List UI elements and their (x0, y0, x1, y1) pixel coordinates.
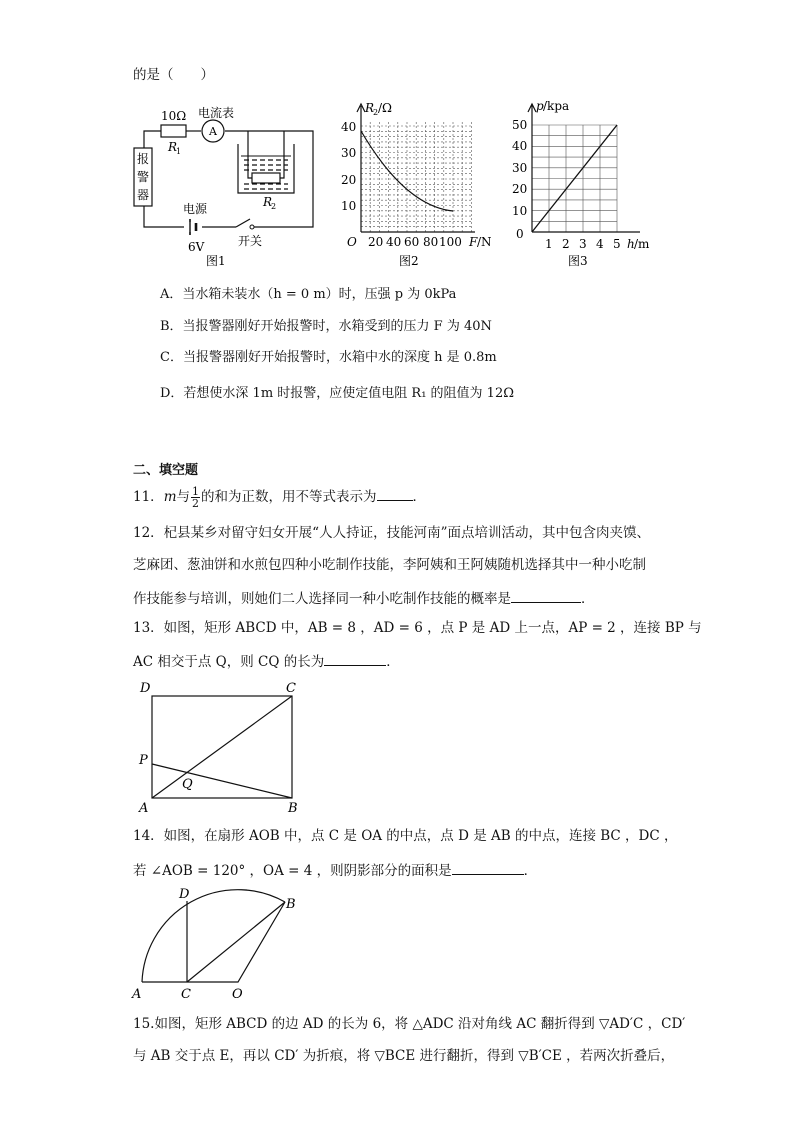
fig2-caption: 图2 (399, 254, 419, 268)
fig3-xtick-4: 4 (596, 237, 604, 251)
alarm-char-3: 器 (137, 188, 150, 202)
fig2-y-label: R (365, 101, 375, 115)
sector-figure (128, 884, 308, 1002)
fig3-y-label: p (536, 99, 544, 113)
label-q: Q (182, 777, 193, 792)
fig3-ytick-40: 40 (512, 139, 528, 153)
source-label: 电源 (183, 202, 208, 216)
fig2-xtick-40: 40 (386, 235, 402, 249)
label-c: C (181, 987, 191, 1002)
fig3-xtick-3: 3 (579, 237, 587, 251)
option-d: D．若想使水深 1m 时报警，应使定值电阻 R₁ 的阻值为 12Ω (160, 386, 515, 401)
fig2-xtick-20: 20 (368, 235, 384, 249)
r1-subscript: 1 (176, 147, 182, 156)
fig3-caption: 图3 (568, 254, 588, 268)
fig3-origin: 0 (516, 227, 524, 241)
label-d: D (179, 887, 190, 902)
option-b: B．当报警器刚好开始报警时，水箱受到的压力 F 为 40N (160, 319, 492, 334)
r2-subscript: 2 (271, 202, 277, 211)
rectangle-figure (130, 676, 310, 816)
label-a: A (139, 801, 149, 816)
q12-line-3: 作技能参与培训，则她们二人选择同一种小吃制作技能的概率是 (133, 591, 511, 607)
q11-number: 11． (133, 489, 164, 505)
fig3-xtick-1: 1 (545, 237, 553, 251)
label-c: C (286, 681, 296, 696)
fig2-y-unit: /Ω (378, 101, 392, 115)
alarm-char-1: 报 (137, 152, 150, 166)
label-p: P (139, 753, 148, 768)
fig3-x-label: h (627, 237, 635, 251)
fig3-ytick-10: 10 (512, 204, 528, 218)
q11-fraction (191, 486, 200, 509)
fig2-ytick-10: 10 (341, 199, 357, 213)
question-12-line-3 (133, 588, 595, 608)
fig3-ytick-50: 50 (512, 118, 528, 132)
r1-label: R (168, 140, 178, 154)
label-b: B (286, 897, 296, 912)
label-o: O (232, 987, 243, 1002)
q13-line-2: AC 相交于点 Q，则 CQ 的长为 (133, 654, 325, 670)
r2-label: R (263, 195, 273, 209)
q12-line-2: 芝麻团、葱油饼和水煎包四种小吃制作技能，李阿姨和王阿姨随机选择其中一种小吃制 (133, 557, 646, 573)
q13-end: ． (386, 654, 400, 670)
question-14-line-2 (133, 860, 537, 880)
alarm-char-2: 警 (137, 170, 150, 184)
fig2-ytick-40: 40 (341, 120, 357, 134)
q15-line-1: 15.如图，矩形 ABCD 的边 AD 的长为 6，将 △ADC 沿对角线 AC 翻折得到 ▽AD′C ，CD′ (133, 1016, 686, 1032)
fig2-x-label: F (469, 235, 478, 249)
fig2-xtick-80: 80 (423, 235, 439, 249)
q11-numerator: 1 (192, 485, 199, 498)
fig2-xtick-100: 100 (439, 235, 462, 249)
q14-line-1: 14．如图，在扇形 AOB 中，点 C 是 OA 的中点，点 D 是 AB 的中点，连接 BC ，DC ， (133, 828, 678, 844)
pressure-depth-graph (510, 98, 680, 270)
circuit-figure (128, 98, 328, 270)
q12-answer-blank[interactable] (511, 588, 581, 603)
q13-answer-blank[interactable] (324, 651, 386, 666)
resistance-force-graph (335, 98, 505, 270)
label-a: A (132, 987, 142, 1002)
q11-denominator: 2 (192, 497, 199, 510)
switch-label: 开关 (238, 234, 263, 248)
q14-answer-blank[interactable] (452, 860, 524, 875)
fig2-ytick-30: 30 (341, 146, 357, 160)
fig3-x-unit: /m (634, 237, 650, 251)
fig3-ytick-20: 20 (512, 182, 528, 196)
q12-end: ． (581, 591, 595, 607)
label-d: D (140, 681, 151, 696)
label-b: B (288, 801, 298, 816)
option-c: C．当报警器刚好开始报警时，水箱中水的深度 h 是 0.8m (160, 350, 497, 365)
fig2-ytick-20: 20 (341, 173, 357, 187)
option-a: A．当水箱未装水（h = 0 m）时，压强 p 为 0kPa (160, 287, 457, 302)
question-13-line-2 (133, 651, 400, 671)
q11-var: m (163, 489, 177, 505)
fig3-xtick-5: 5 (613, 237, 621, 251)
fig3-xtick-2: 2 (562, 237, 570, 251)
ammeter-symbol: A (209, 125, 217, 138)
q11-with: 与 (176, 489, 190, 505)
fig2-x-unit: /N (477, 235, 492, 249)
fig2-origin: O (347, 235, 357, 249)
resistor-value-label: 10Ω (161, 109, 187, 123)
q12-line-1: 12．杞县某乡对留守妇女开展“人人持证，技能河南”面点培训活动，其中包含肉夹馍、 (133, 525, 650, 541)
fig2-y-sub: 2 (373, 108, 379, 117)
fig3-y-unit: /kpa (543, 99, 570, 113)
q15-line-2: 与 AB 交于点 E，再以 CD′ 为折痕，将 ▽BCE 进行翻折，得到 ▽B′CE ，若两次折叠后， (133, 1048, 675, 1064)
ammeter-label: 电流表 (198, 106, 235, 120)
fig3-ytick-30: 30 (512, 161, 528, 175)
q11-rest: 的和为正数，用不等式表示为 (201, 489, 377, 505)
q11-end: ． (412, 489, 426, 505)
question-11 (133, 484, 426, 510)
q13-line-1: 13．如图，矩形 ABCD 中，AB = 8 ，AD = 6 ，点 P 是 AD 上一点，AP = 2 ，连接 BP 与 (133, 620, 702, 636)
voltage-label: 6V (188, 240, 205, 254)
q11-answer-blank[interactable] (377, 486, 413, 501)
section-title: 二、填空题 (133, 463, 199, 478)
question-intro: 的是（ ） (133, 67, 214, 83)
q14-end: ． (523, 863, 538, 879)
q14-line-2: 若 ∠AOB = 120° ，OA = 4 ，则阴影部分的面积是 (133, 863, 452, 879)
fig1-caption: 图1 (206, 254, 226, 268)
fig2-xtick-60: 60 (404, 235, 420, 249)
